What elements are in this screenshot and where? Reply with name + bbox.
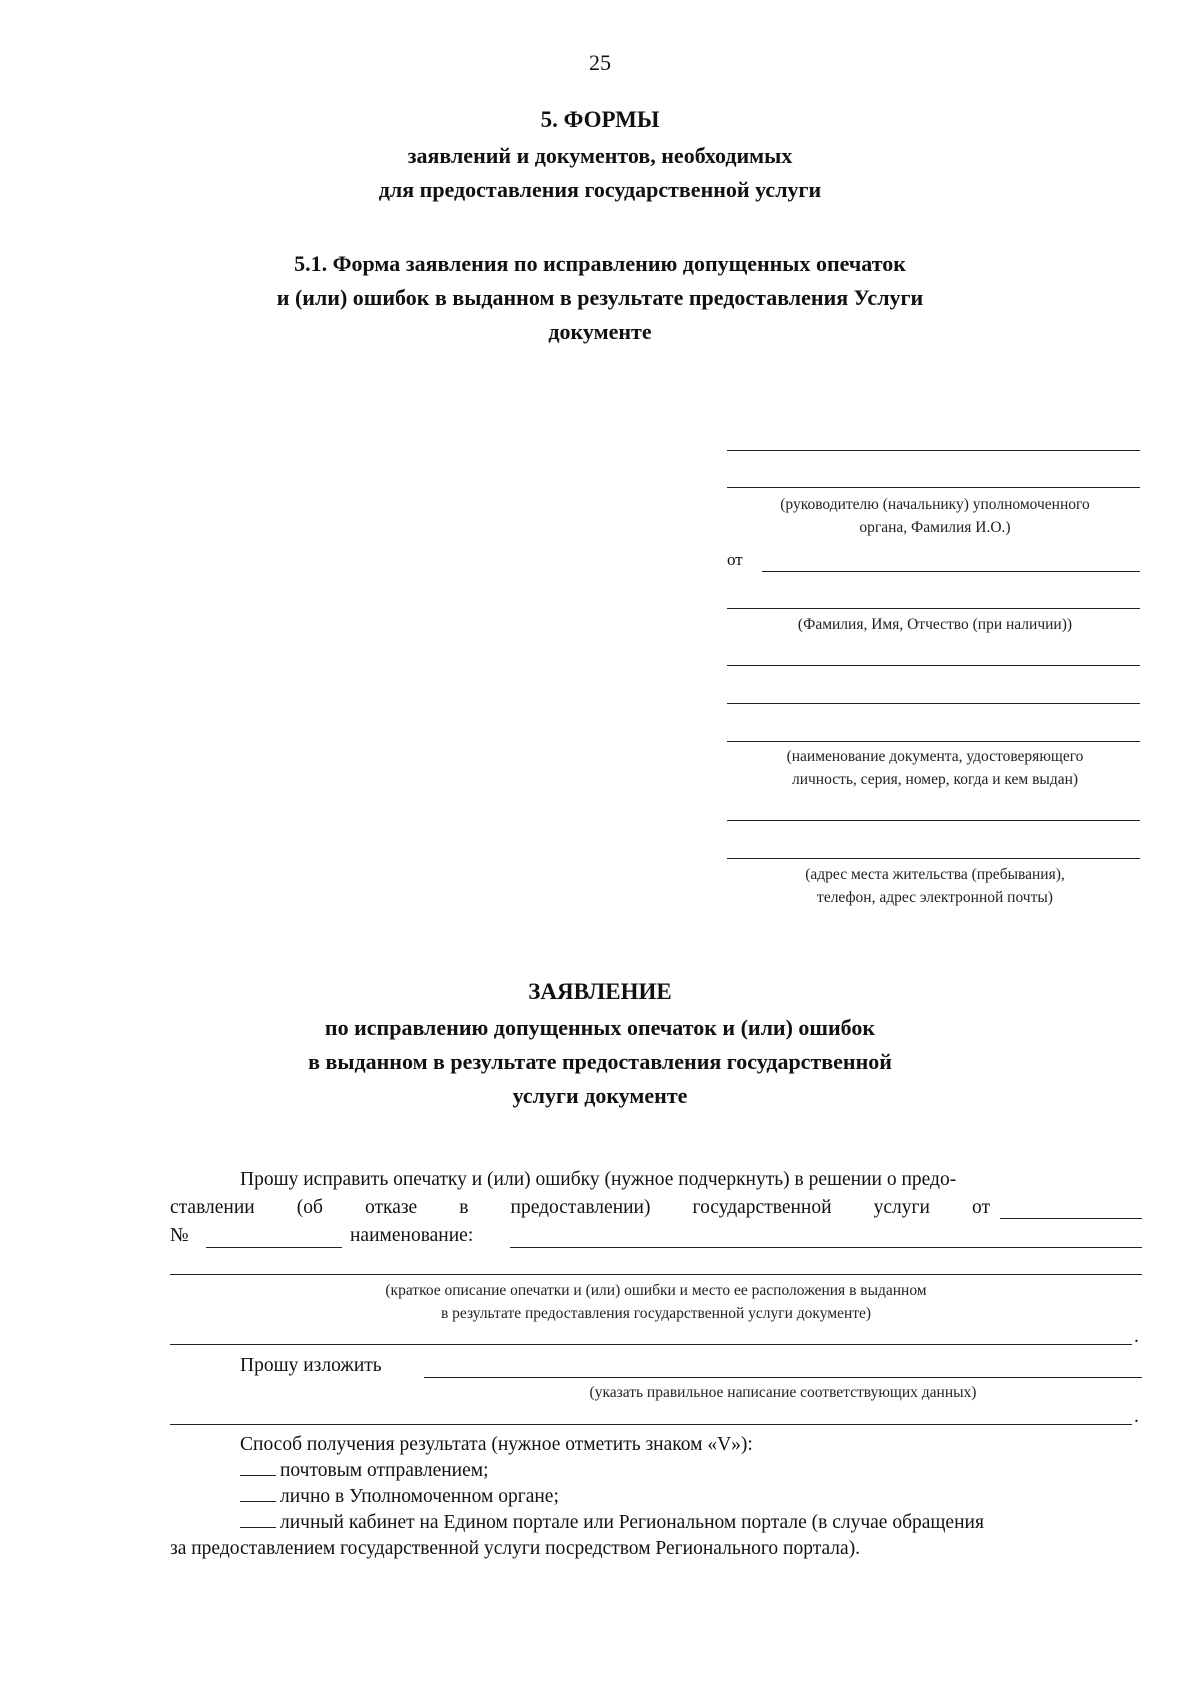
method-title: Способ получения результата (нужное отметить знаком «V»): xyxy=(240,1434,753,1455)
subsection-title-line2: и (или) ошибок в выданном в результате предоставления Услуги xyxy=(276,285,924,310)
section-subtitle-line1: заявлений и документов, необходимых xyxy=(407,143,793,168)
request-caption: (указать правильное написание соответствующих данных) xyxy=(589,1384,977,1401)
description-caption-line1: (краткое описание опечатки и (или) ошибки и место ее расположения в выданном xyxy=(385,1282,927,1299)
section-subtitle-line2: для предоставления государственной услуги xyxy=(378,177,822,202)
id-doc-line-3[interactable] xyxy=(727,741,1140,742)
number-field[interactable] xyxy=(206,1247,342,1248)
from-label: от xyxy=(727,550,743,569)
option-postal-checkbox[interactable] xyxy=(240,1458,276,1476)
id-doc-line-1[interactable] xyxy=(727,665,1140,666)
application-title-line3: услуги документе xyxy=(512,1083,688,1108)
description-period: . xyxy=(1134,1326,1139,1347)
description-line-1[interactable] xyxy=(170,1274,1142,1275)
address-caption-line2: телефон, адрес электронной почты) xyxy=(817,889,1053,906)
request-period: . xyxy=(1134,1406,1139,1427)
option-in-person-label: лично в Уполномоченном органе; xyxy=(280,1486,559,1507)
recipient-line-1[interactable] xyxy=(727,450,1140,451)
request-line-2[interactable] xyxy=(170,1424,1132,1425)
number-label: № xyxy=(170,1225,189,1246)
recipient-line-2[interactable] xyxy=(727,487,1140,488)
address-caption-line1: (адрес места жительства (пребывания), xyxy=(805,866,1065,883)
body-para1-line1: Прошу исправить опечатку и (или) ошибку (нужное подчеркнуть) в решении о предо- xyxy=(240,1169,957,1190)
description-caption-line2: в результате предоставления государственной услуги документе) xyxy=(440,1305,872,1322)
option-in-person[interactable] xyxy=(240,1484,559,1509)
option-portal-checkbox[interactable] xyxy=(240,1510,276,1528)
option-postal[interactable] xyxy=(240,1458,489,1483)
subsection-title-line3: документе xyxy=(548,319,652,344)
recipient-caption-line2: органа, Фамилия И.О.) xyxy=(859,519,1011,536)
id-doc-caption-line2: личность, серия, номер, когда и кем выдан) xyxy=(791,771,1079,788)
name-label: наименование: xyxy=(350,1225,474,1246)
request-label: Прошу изложить xyxy=(240,1355,382,1376)
recipient-caption-line1: (руководителю (начальнику) уполномоченного xyxy=(780,496,1090,513)
application-title-line2: в выданном в результате предоставления государственной xyxy=(308,1049,892,1074)
request-field[interactable] xyxy=(424,1377,1142,1378)
option-portal-continuation: за предоставлением государственной услуги посредством Регионального портала). xyxy=(170,1538,861,1559)
date-field[interactable] xyxy=(1000,1218,1142,1219)
fio-caption: (Фамилия, Имя, Отчество (при наличии)) xyxy=(797,616,1073,633)
section-title: 5. ФОРМЫ xyxy=(540,107,660,132)
description-line-2[interactable] xyxy=(170,1344,1132,1345)
option-portal[interactable] xyxy=(240,1510,984,1535)
option-in-person-checkbox[interactable] xyxy=(240,1484,276,1502)
id-doc-line-2[interactable] xyxy=(727,703,1140,704)
from-line[interactable] xyxy=(762,571,1140,572)
address-line-2[interactable] xyxy=(727,858,1140,859)
page-number: 25 xyxy=(589,50,611,75)
application-title-line1: по исправлению допущенных опечаток и (или) ошибок xyxy=(324,1015,876,1040)
address-line-1[interactable] xyxy=(727,820,1140,821)
body-para1-line2: ставлении (об отказе в предоставлении) государственной услуги от xyxy=(170,1197,990,1218)
fio-line[interactable] xyxy=(727,608,1140,609)
application-title: ЗАЯВЛЕНИЕ xyxy=(528,979,672,1004)
subsection-title-line1: 5.1. Форма заявления по исправлению допущенных опечаток xyxy=(294,251,906,276)
option-postal-label: почтовым отправлением; xyxy=(280,1460,489,1481)
name-field[interactable] xyxy=(510,1247,1142,1248)
option-portal-label: личный кабинет на Едином портале или Региональном портале (в случае обращения xyxy=(280,1512,984,1533)
id-doc-caption-line1: (наименование документа, удостоверяющего xyxy=(786,748,1084,765)
